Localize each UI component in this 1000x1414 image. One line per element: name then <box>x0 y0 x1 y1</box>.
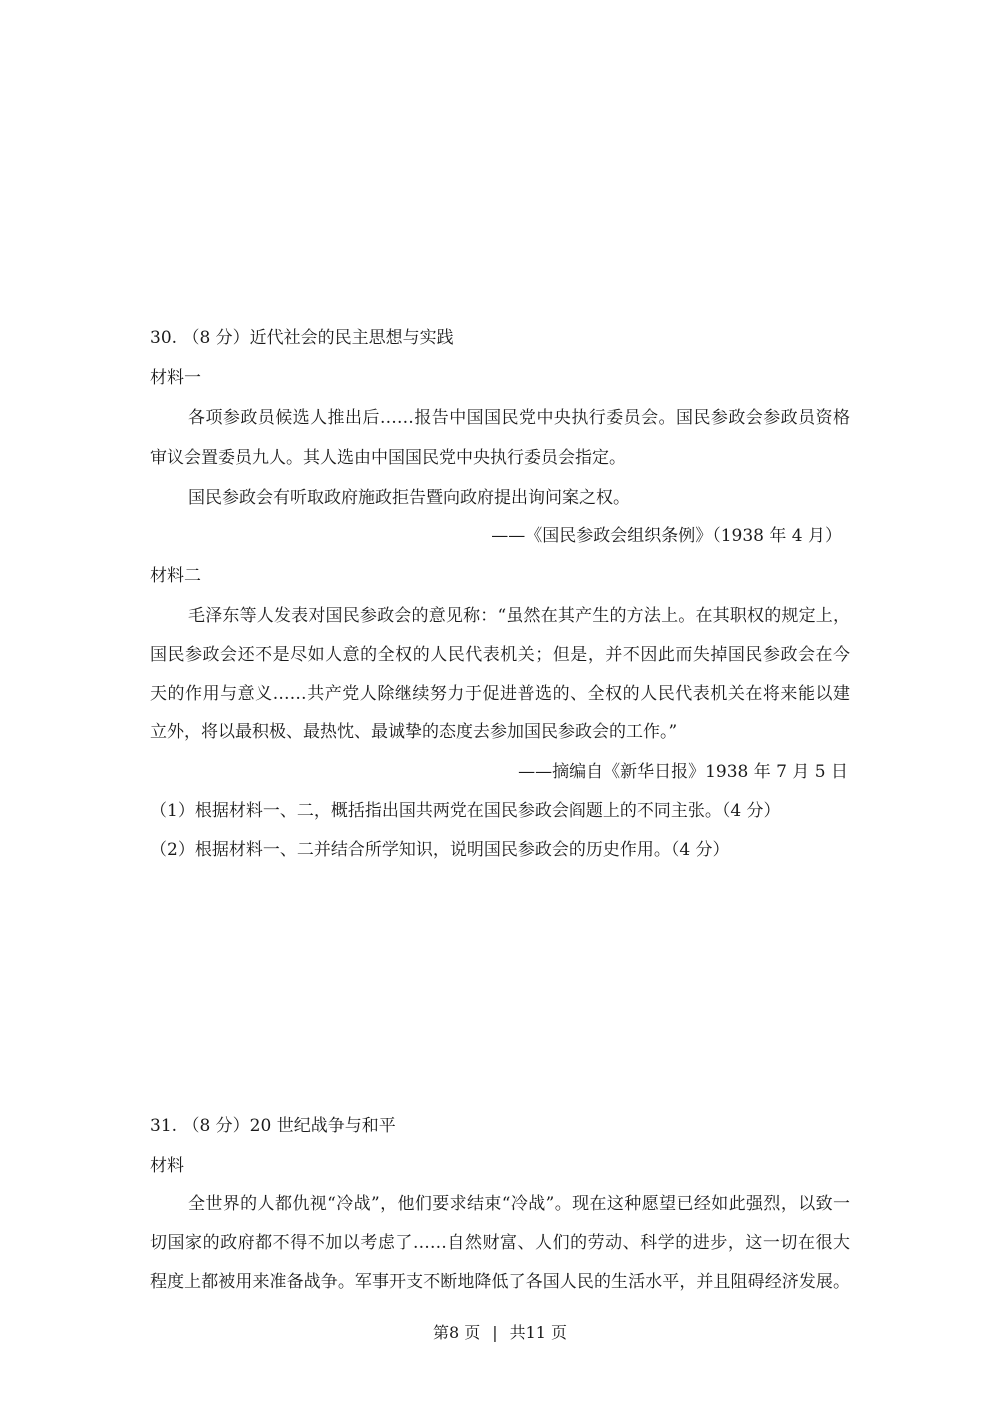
q30-m1-line-1: 各项参政员候选人推出后……报告中国国民党中央执行委员会。国民参政会参政员资格 <box>188 408 850 428</box>
page-footer <box>0 1322 1000 1344</box>
page-total: 共11 页 <box>509 1323 568 1342</box>
q30-m2-line-4: 立外，将以最积极、最热忱、最诚挚的态度去参加国民参政会的工作。” <box>150 722 678 742</box>
q30-title: 30. （8 分）近代社会的民主思想与实践 <box>150 328 454 348</box>
q30-m1-line-3: 国民参政会有听取政府施政拒告暨向政府提出询问案之权。 <box>188 488 630 508</box>
q30-m2-line-2: 国民参政会还不是尽如人意的全权的人民代表机关；但是，并不因此而失掉国民参政会在今 <box>150 645 850 665</box>
q30-question-1: （1）根据材料一、二，概括指出国共两党在国民参政会阎题上的不同主张。（4 分） <box>150 801 781 821</box>
q30-question-2: （2）根据材料一、二并结合所学知识，说明国民参政会的历史作用。（4 分） <box>150 840 730 860</box>
q30-m2-source: ——摘编自《新华日报》1938 年 7 月 5 日 <box>518 762 848 782</box>
q31-title: 31. （8 分）20 世纪战争与和平 <box>150 1116 396 1136</box>
q30-m2-line-3: 天的作用与意义……共产党人除继续努力于促进普选的、全权的人民代表机关在将来能以建 <box>150 684 850 704</box>
q30-m1-source: ——《国民参政会组织条例》（1938 年 4 月） <box>491 526 842 546</box>
page-number: 第8 页 <box>432 1323 481 1342</box>
q30-material2-label: 材料二 <box>150 566 201 586</box>
q30-material1-label: 材料一 <box>150 368 201 388</box>
q31-m-line-1: 全世界的人都仇视“冷战”，他们要求结束“冷战”。现在这种愿望已经如此强烈，以致一 <box>188 1194 850 1214</box>
q30-m1-line-2: 审议会置委员九人。其人选由中国国民党中央执行委员会指定。 <box>150 448 626 468</box>
q31-material-label: 材料 <box>150 1156 184 1176</box>
q31-m-line-2: 切国家的政府都不得不加以考虑了……自然财富、人们的劳动、科学的进步，这一切在很大 <box>150 1233 850 1253</box>
q30-m2-line-1: 毛泽东等人发表对国民参政会的意见称：“虽然在其产生的方法上。在其职权的规定上， <box>188 606 850 626</box>
q31-m-line-3: 程度上都被用来准备战争。军事开支不断地降低了各国人民的生活水平，并且阻碍经济发展。 <box>150 1272 850 1292</box>
page-separator: | <box>492 1323 498 1342</box>
